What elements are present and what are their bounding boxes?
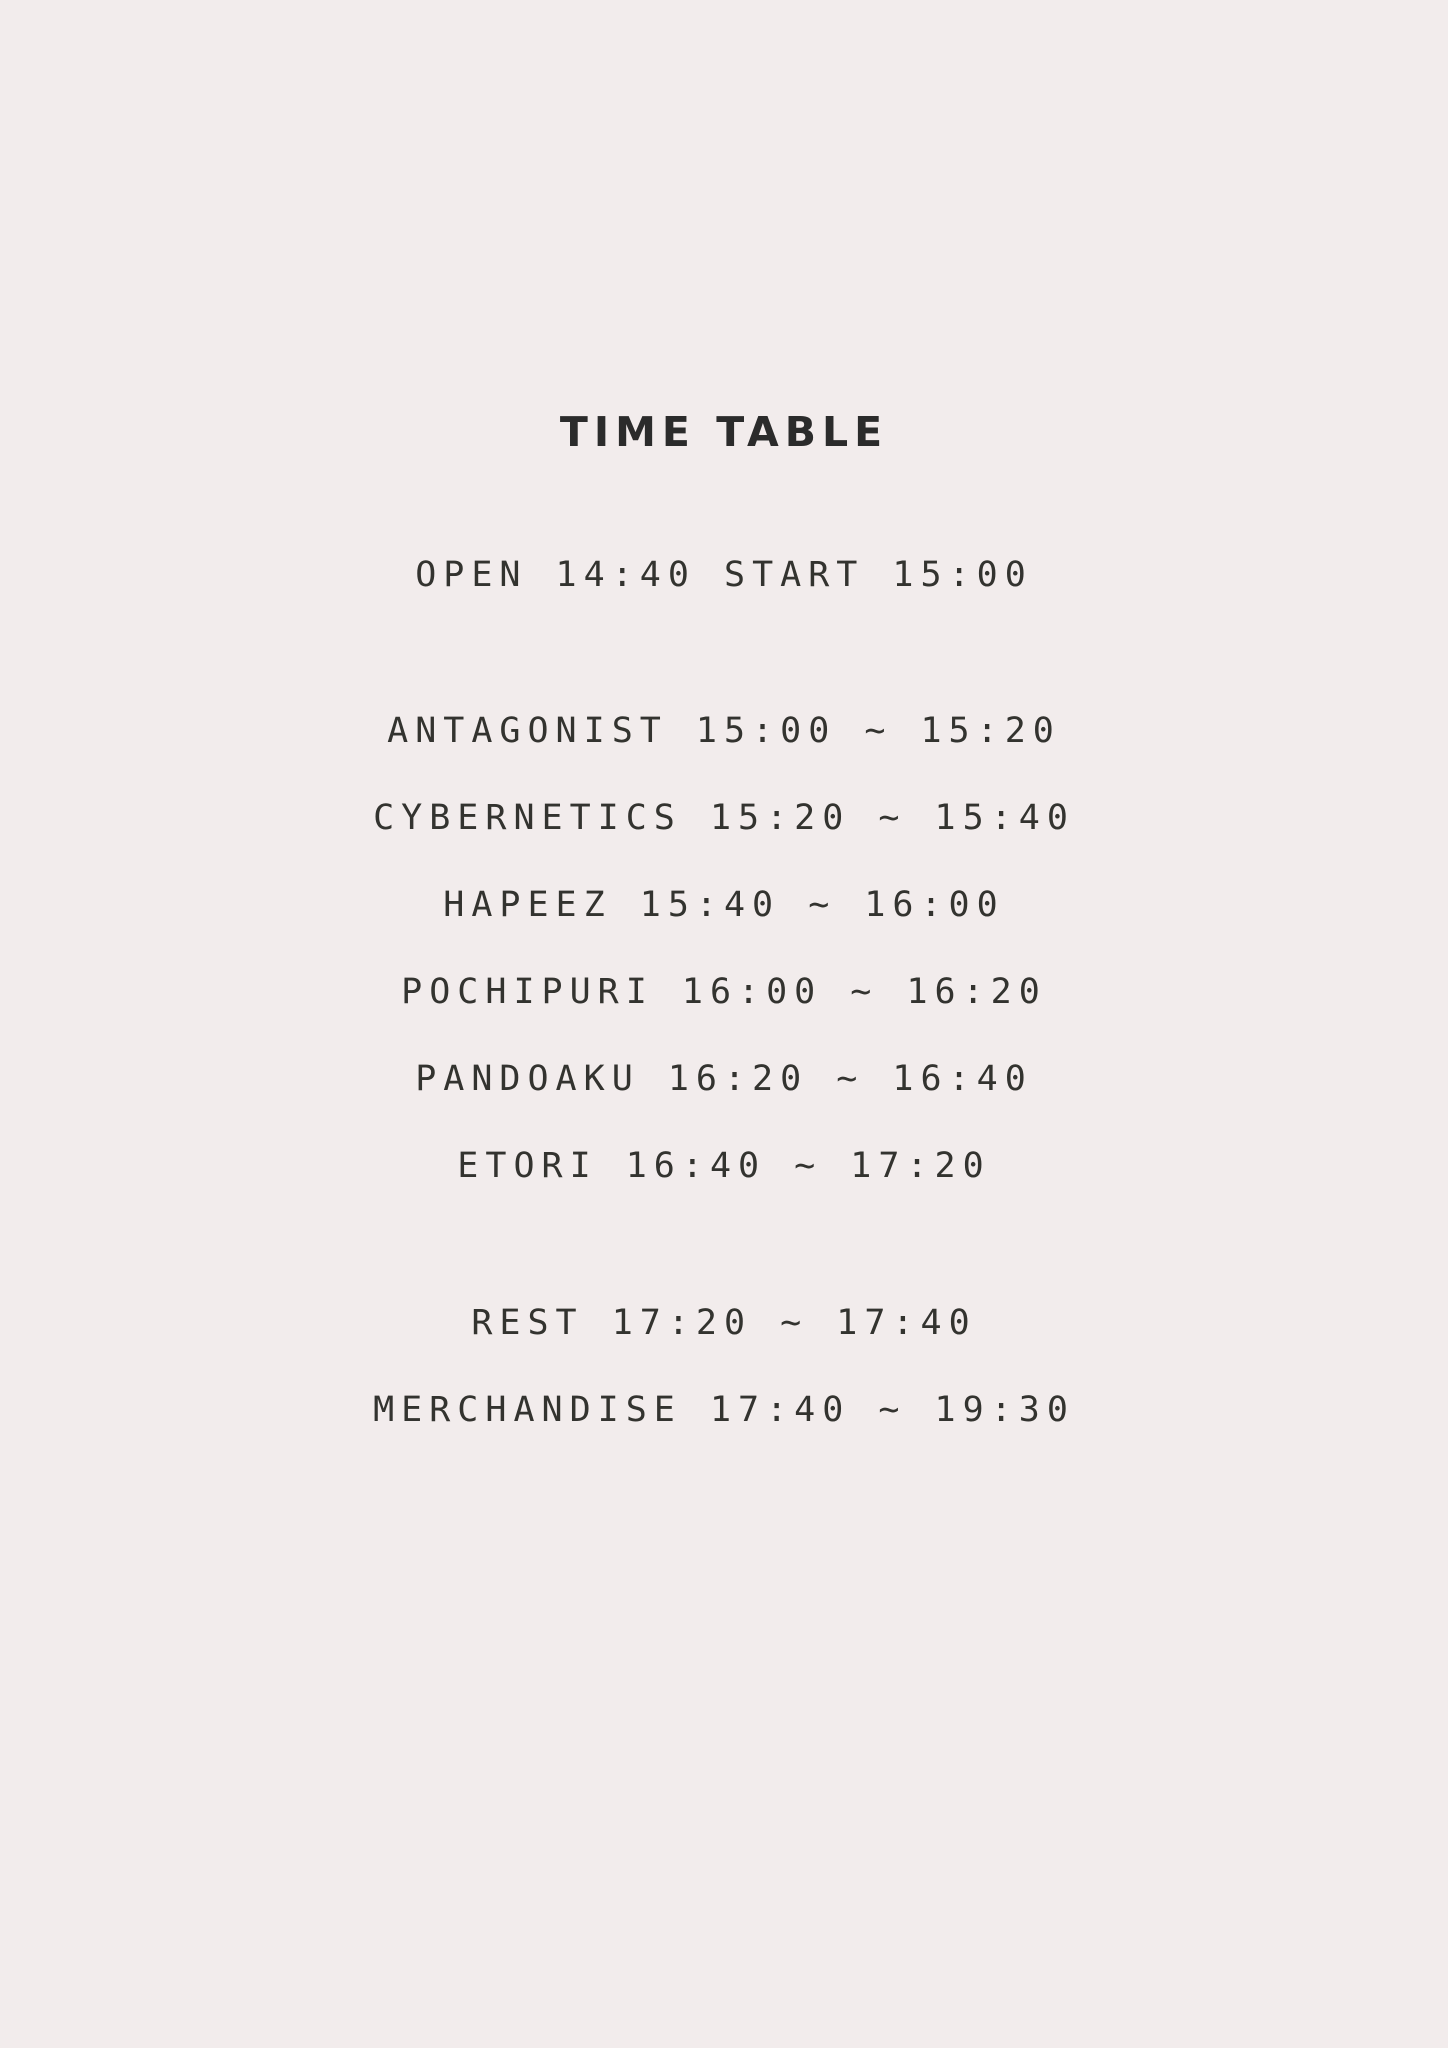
list-item: HAPEEZ 15:40 ~ 16:00 [443, 885, 1005, 925]
act-list [373, 688, 1075, 1210]
list-item: PANDOAKU 16:20 ~ 16:40 [415, 1059, 1033, 1099]
list-item: POCHIPURI 16:00 ~ 16:20 [401, 972, 1047, 1012]
open-start-line: OPEN 14:40 START 15:00 [415, 555, 1033, 595]
list-item: REST 17:20 ~ 17:40 [471, 1303, 977, 1343]
list-item: ANTAGONIST 15:00 ~ 15:20 [387, 711, 1061, 751]
list-item: CYBERNETICS 15:20 ~ 15:40 [373, 798, 1075, 838]
extras-list [373, 1280, 1075, 1454]
list-item: ETORI 16:40 ~ 17:20 [457, 1146, 991, 1186]
page-title: TIME TABLE [559, 408, 889, 456]
list-item: MERCHANDISE 17:40 ~ 19:30 [373, 1390, 1075, 1430]
